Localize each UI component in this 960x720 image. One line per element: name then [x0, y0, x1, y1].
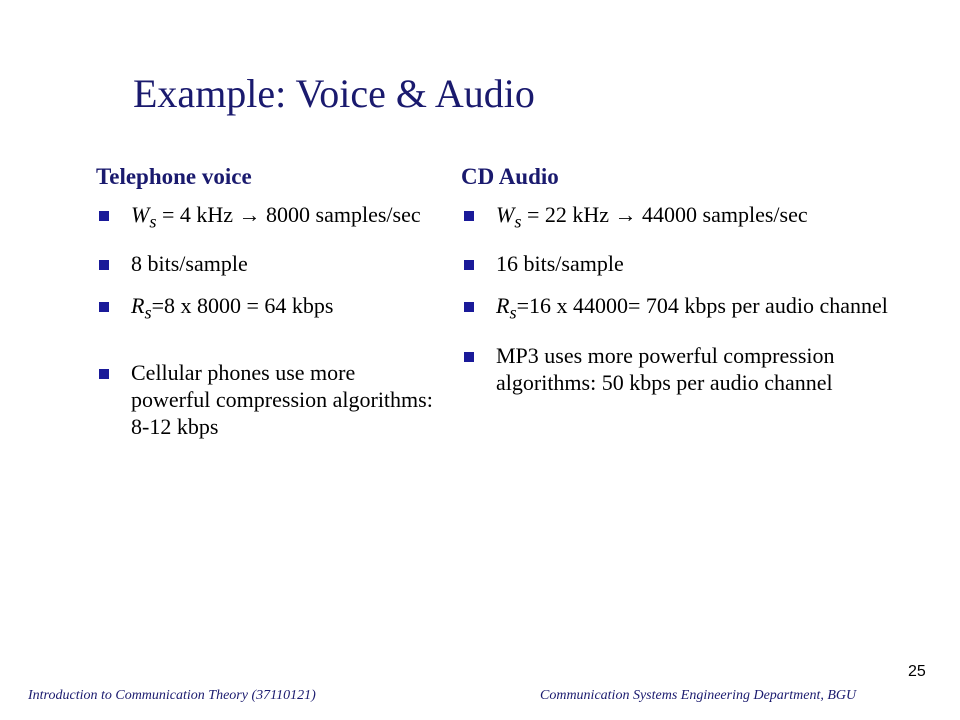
footer-course-name: Introduction to Communication Theory (37110121) [28, 688, 316, 703]
variable-symbol: W [496, 202, 515, 227]
right-column [461, 162, 921, 411]
list-item [96, 292, 436, 326]
list-item [461, 250, 921, 277]
right-bullet-list [461, 201, 921, 396]
list-item [96, 250, 436, 277]
list-item-text: = 22 kHz → 44000 samples/sec [521, 202, 808, 227]
square-bullet-icon [99, 211, 109, 221]
list-item [461, 342, 921, 396]
page-number: 25 [908, 663, 926, 680]
list-item [461, 201, 921, 235]
left-column-heading: Telephone voice [96, 164, 252, 189]
list-item-text: = 4 kHz → 8000 samples/sec [156, 202, 421, 227]
variable-symbol: R [131, 293, 145, 319]
footer-department: Communication Systems Engineering Department, BGU [540, 688, 857, 703]
list-item-text: =8 x 8000 = 64 kbps [151, 293, 334, 319]
list-item-text: Cellular phones use more powerful compression algorithms: 8-12 kbps [131, 359, 433, 439]
variable-symbol: R [496, 293, 510, 319]
list-item [96, 359, 436, 440]
list-item [96, 201, 436, 235]
square-bullet-icon [464, 352, 474, 362]
square-bullet-icon [464, 302, 474, 312]
square-bullet-icon [464, 260, 474, 270]
square-bullet-icon [99, 260, 109, 270]
list-item [461, 292, 921, 326]
square-bullet-icon [99, 302, 109, 312]
square-bullet-icon [99, 369, 109, 379]
slide-title: Example: Voice & Audio [133, 71, 535, 116]
list-item-text: =16 x 44000= 704 kbps per audio channel [516, 293, 888, 319]
list-item-text: 16 bits/sample [496, 251, 624, 277]
variable-subscript: s [514, 211, 522, 232]
right-column-heading: CD Audio [461, 164, 559, 189]
variable-symbol: W [131, 202, 150, 227]
left-bullet-list [96, 201, 436, 440]
square-bullet-icon [464, 211, 474, 221]
list-item-text: 8 bits/sample [131, 251, 248, 277]
variable-subscript: s [149, 211, 157, 232]
left-column [96, 162, 436, 455]
variable-subscript: s [144, 302, 152, 323]
variable-subscript: s [509, 302, 517, 323]
list-item-text: MP3 uses more powerful compression algorithms: 50 kbps per audio channel [496, 342, 835, 395]
